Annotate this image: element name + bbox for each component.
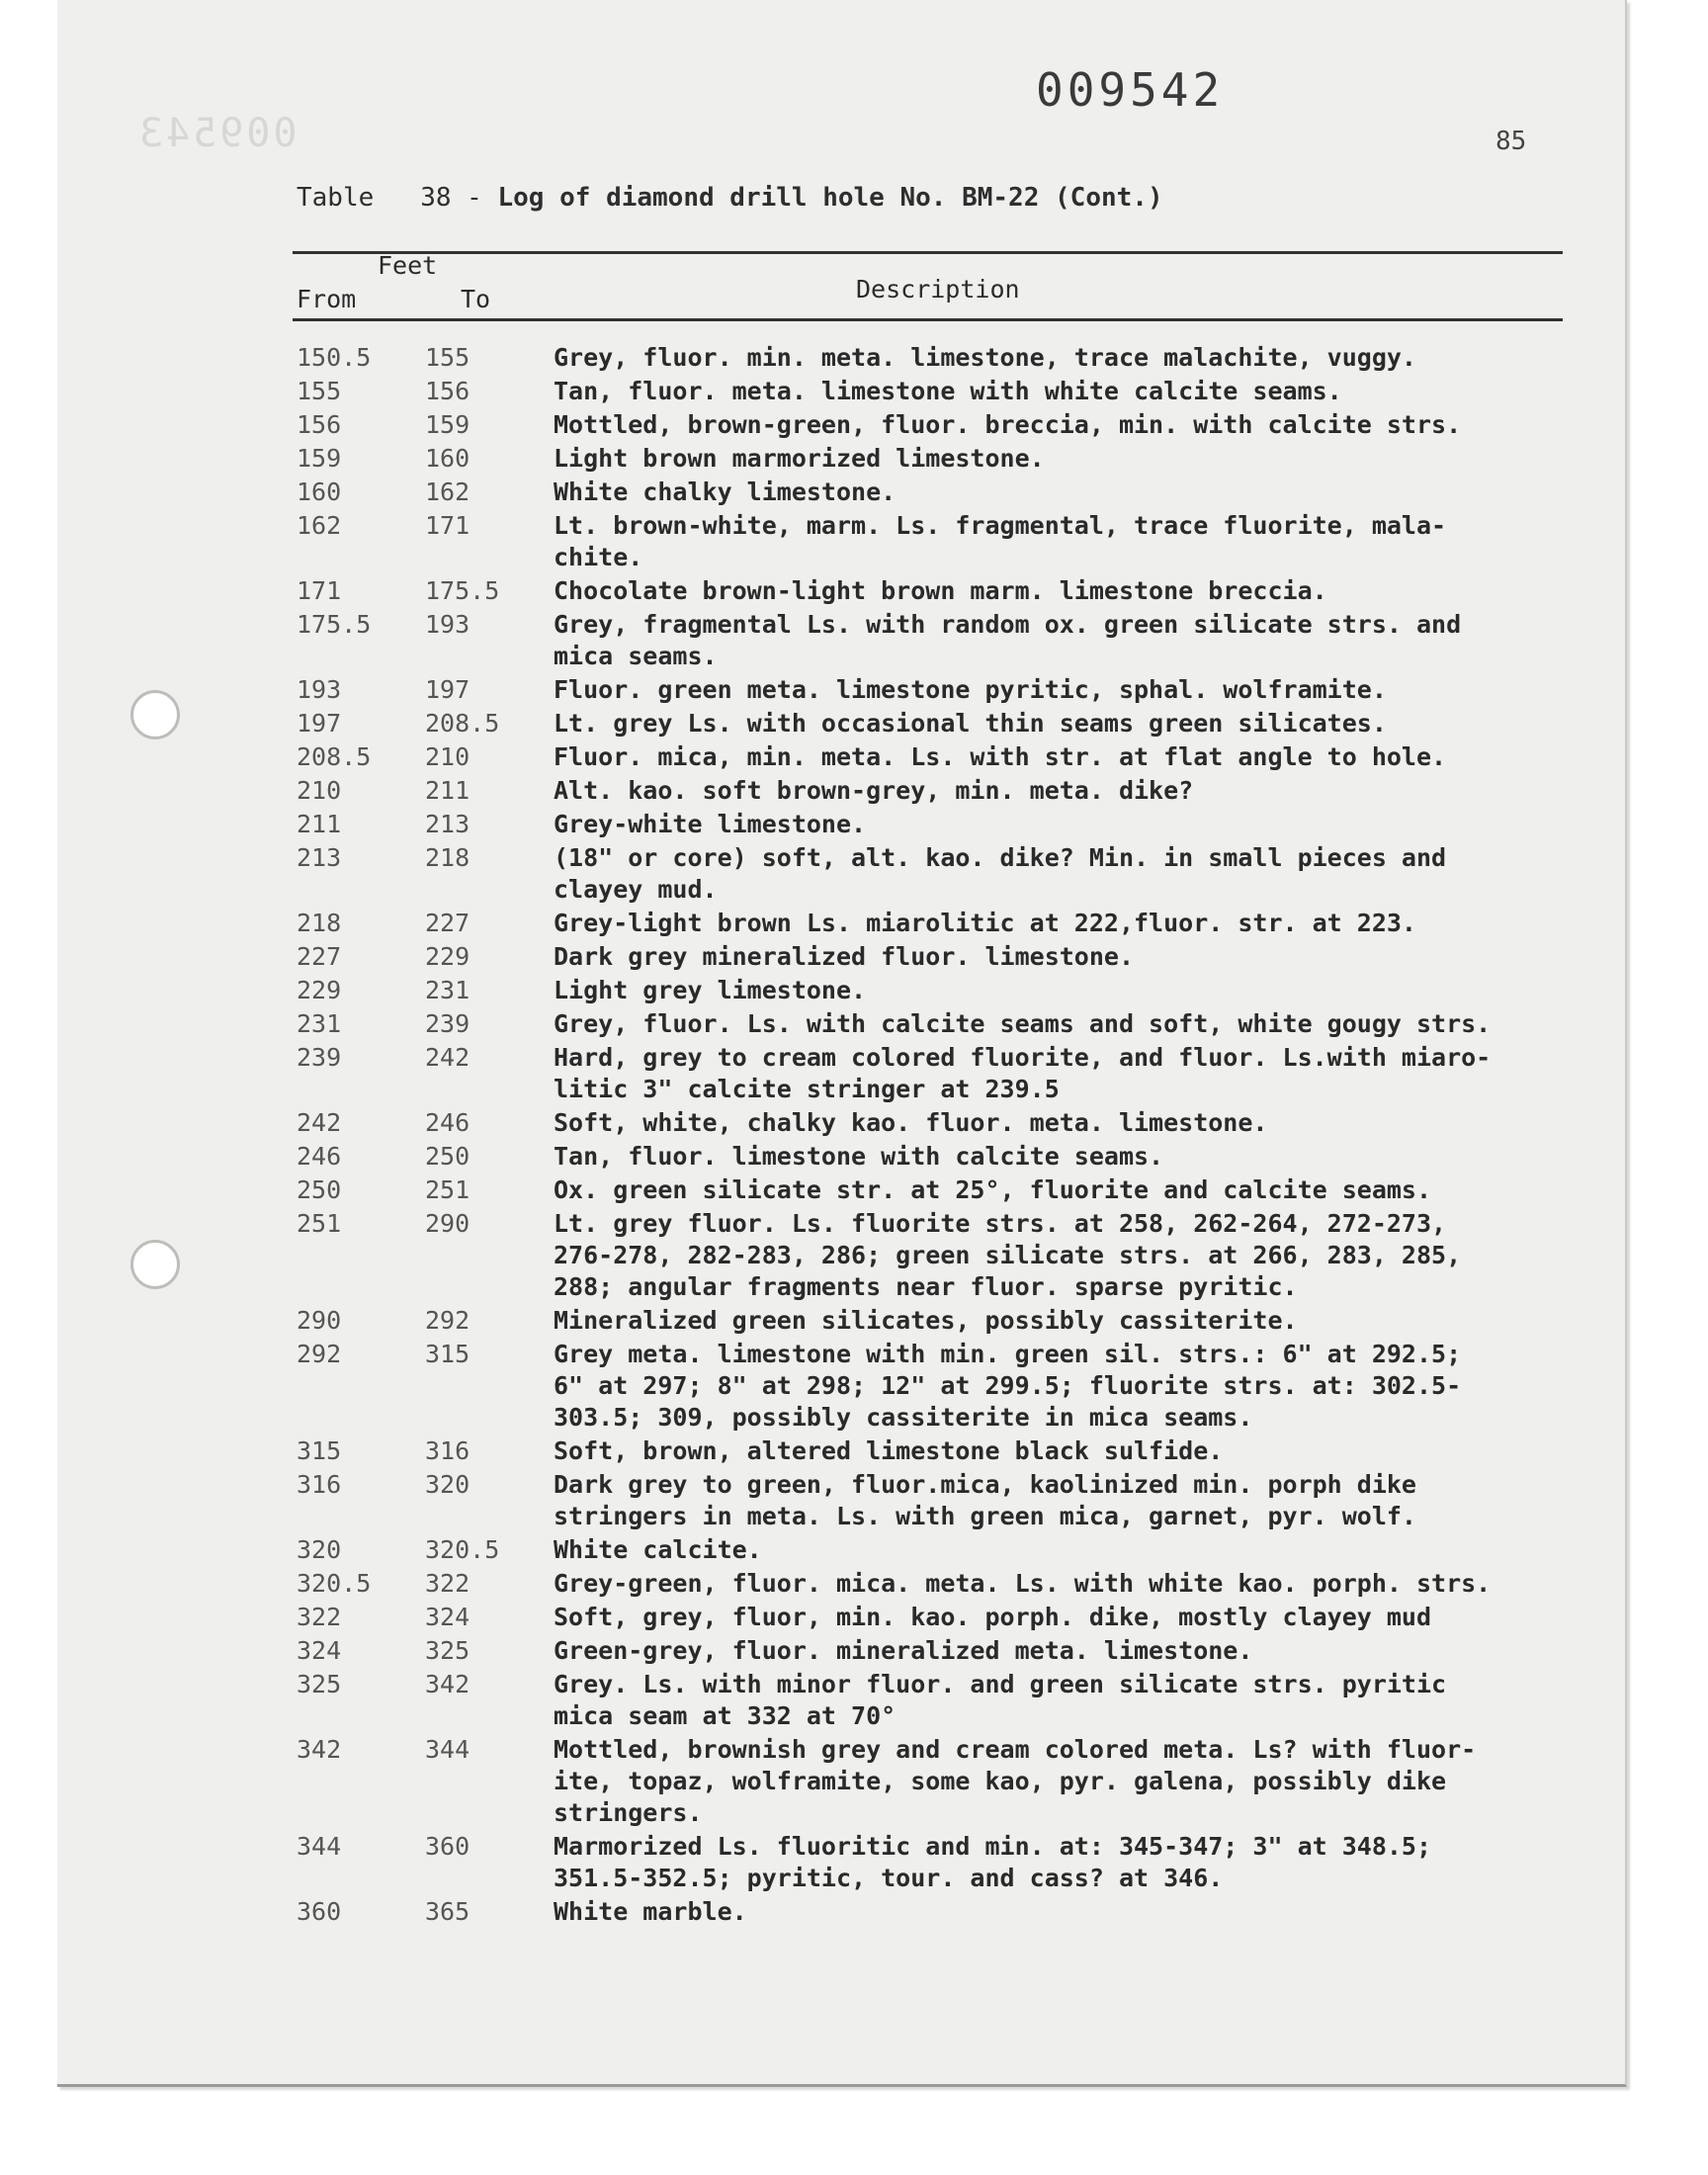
table-row: [297, 342, 1611, 374]
cell-from: 292: [297, 1340, 342, 1368]
cell-from: 251: [297, 1209, 342, 1238]
table-row: [297, 1831, 1611, 1894]
cell-from: 320: [297, 1535, 342, 1564]
cell-to: 290: [425, 1209, 470, 1238]
cell-description: Fluor. green meta. limestone pyritic, sphal. wolframite.: [554, 675, 1387, 704]
cell-description: Fluor. mica, min. meta. Ls. with str. at flat angle to hole.: [554, 742, 1447, 771]
cell-description: Grey-green, fluor. mica. meta. Ls. with white kao. porph. strs.: [554, 1569, 1492, 1598]
table-row: [297, 908, 1611, 939]
cell-from: 344: [297, 1832, 342, 1861]
table-row: [297, 1602, 1611, 1633]
cell-description: Tan, fluor. limestone with calcite seams.: [554, 1142, 1164, 1171]
cell-from: 159: [297, 444, 342, 473]
table-row: [297, 1107, 1611, 1139]
table-row: [297, 842, 1611, 906]
table-row: [297, 376, 1611, 407]
cell-to: 210: [425, 742, 470, 771]
table-row: [297, 741, 1611, 773]
cell-from: 150.5: [297, 343, 372, 372]
cell-description: Light brown marmorized limestone.: [554, 444, 1045, 473]
table-row: [297, 1469, 1611, 1532]
cell-description: White calcite.: [554, 1535, 762, 1564]
cell-description: Soft, white, chalky kao. fluor. meta. limestone.: [554, 1108, 1268, 1137]
cell-from: 160: [297, 478, 342, 506]
cell-to: 160: [425, 444, 470, 473]
cell-description: Marmorized Ls. fluoritic and min. at: 345-347; 3" at 348.5; 351.5-352.5; pyritic, tour. and cass? at 346.: [554, 1832, 1432, 1892]
table-top-rule: [293, 251, 1563, 254]
cell-from: 242: [297, 1108, 342, 1137]
table-row: [297, 1174, 1611, 1206]
cell-to: 171: [425, 511, 470, 540]
cell-to: 316: [425, 1436, 470, 1465]
cell-to: 344: [425, 1735, 470, 1764]
table-row: [297, 1669, 1611, 1732]
cell-to: 322: [425, 1569, 470, 1598]
cell-from: 315: [297, 1436, 342, 1465]
cell-description: Grey, fluor. min. meta. limestone, trace malachite, vuggy.: [554, 343, 1416, 372]
cell-from: 227: [297, 942, 342, 971]
cell-to: 211: [425, 776, 470, 805]
cell-description: Lt. grey fluor. Ls. fluorite strs. at 258, 262-264, 272-273, 276-278, 282-283, 286; green silicate strs. at 266, 283, 285, 288; angular fragments near fluor. sparse pyritic.: [554, 1209, 1462, 1301]
stamp-number: 009542: [1036, 63, 1225, 117]
cell-from: 213: [297, 843, 342, 872]
table-row: [297, 443, 1611, 475]
table-row: [297, 1141, 1611, 1173]
cell-description: Mottled, brownish grey and cream colored meta. Ls? with fluor- ite, topaz, wolframite, some kao, pyr. galena, possibly dike stringers.: [554, 1735, 1477, 1827]
cell-from: 320.5: [297, 1569, 372, 1598]
drill-log-rows: [297, 342, 1611, 1930]
cell-from: 231: [297, 1009, 342, 1038]
cell-from: 342: [297, 1735, 342, 1764]
cell-description: Alt. kao. soft brown-grey, min. meta. dike?: [554, 776, 1194, 805]
cell-from: 193: [297, 675, 342, 704]
cell-description: White marble.: [554, 1897, 747, 1926]
cell-from: 324: [297, 1636, 342, 1665]
table-row: [297, 1534, 1611, 1566]
table-row: [297, 1896, 1611, 1928]
table-row: [297, 1042, 1611, 1105]
cell-from: 246: [297, 1142, 342, 1171]
table-row: [297, 1734, 1611, 1829]
cell-description: Lt. brown-white, marm. Ls. fragmental, trace fluorite, mala- chite.: [554, 511, 1447, 571]
cell-description: Lt. grey Ls. with occasional thin seams green silicates.: [554, 709, 1387, 738]
cell-to: 320.5: [425, 1535, 500, 1564]
cell-to: 231: [425, 976, 470, 1004]
cell-to: 365: [425, 1897, 470, 1926]
punch-hole-bottom: [130, 1240, 180, 1289]
cell-description: Grey-white limestone.: [554, 810, 867, 838]
page-number: 85: [1495, 127, 1527, 156]
cell-description: Grey meta. limestone with min. green sil. strs.: 6" at 292.5; 6" at 297; 8" at 298; 12" at 299.5; fluorite strs. at: 302.5- 303.5; 309, possibly cassiterite in mica seams.: [554, 1340, 1462, 1432]
header-description: Description: [856, 275, 1020, 304]
table-row: [297, 1568, 1611, 1600]
table-row: [297, 1008, 1611, 1040]
cell-to: 193: [425, 610, 470, 639]
table-row: [297, 1208, 1611, 1303]
cell-to: 242: [425, 1043, 470, 1072]
cell-to: 251: [425, 1175, 470, 1204]
cell-description: Dark grey to green, fluor.mica, kaolinized min. porph dike stringers in meta. Ls. with green mica, garnet, pyr. wolf.: [554, 1470, 1416, 1530]
cell-to: 208.5: [425, 709, 500, 738]
table-title-main: Log of diamond drill hole No. BM-22 (Cont.): [497, 183, 1163, 213]
cell-from: 171: [297, 576, 342, 605]
cell-description: Light grey limestone.: [554, 976, 867, 1004]
cell-to: 229: [425, 942, 470, 971]
cell-description: Chocolate brown-light brown marm. limestone breccia.: [554, 576, 1327, 605]
cell-description: Mineralized green silicates, possibly cassiterite.: [554, 1306, 1298, 1335]
cell-from: 322: [297, 1603, 342, 1631]
cell-to: 159: [425, 410, 470, 439]
cell-from: 197: [297, 709, 342, 738]
cell-from: 210: [297, 776, 342, 805]
cell-to: 239: [425, 1009, 470, 1038]
cell-from: 316: [297, 1470, 342, 1499]
header-to: To: [461, 285, 491, 313]
table-row: [297, 575, 1611, 607]
table-title-prefix: Table 38 -: [297, 183, 498, 213]
table-row: [297, 1436, 1611, 1467]
cell-from: 290: [297, 1306, 342, 1335]
table-row: [297, 1305, 1611, 1337]
table-row: [297, 510, 1611, 573]
cell-description: Green-grey, fluor. mineralized meta. limestone.: [554, 1636, 1253, 1665]
punch-hole-top: [130, 690, 180, 740]
header-from: From: [297, 285, 357, 313]
cell-to: 213: [425, 810, 470, 838]
cell-from: 156: [297, 410, 342, 439]
cell-description: Soft, brown, altered limestone black sulfide.: [554, 1436, 1224, 1465]
cell-to: 325: [425, 1636, 470, 1665]
cell-to: 315: [425, 1340, 470, 1368]
cell-to: 197: [425, 675, 470, 704]
cell-to: 320: [425, 1470, 470, 1499]
cell-description: Grey, fragmental Ls. with random ox. green silicate strs. and mica seams.: [554, 610, 1462, 670]
cell-description: Grey-light brown Ls. miarolitic at 222,fluor. str. at 223.: [554, 909, 1416, 937]
cell-description: Grey, fluor. Ls. with calcite seams and soft, white gougy strs.: [554, 1009, 1492, 1038]
cell-description: Ox. green silicate str. at 25°, fluorite and calcite seams.: [554, 1175, 1432, 1204]
cell-to: 218: [425, 843, 470, 872]
cell-description: Grey. Ls. with minor fluor. and green silicate strs. pyritic mica seam at 332 at 70°: [554, 1670, 1447, 1730]
cell-from: 208.5: [297, 742, 372, 771]
table-header-rule: [293, 318, 1563, 321]
cell-to: 156: [425, 377, 470, 405]
cell-to: 360: [425, 1832, 470, 1861]
cell-from: 250: [297, 1175, 342, 1204]
cell-from: 360: [297, 1897, 342, 1926]
cell-from: 325: [297, 1670, 342, 1698]
table-row: [297, 975, 1611, 1006]
cell-description: White chalky limestone.: [554, 478, 897, 506]
table-row: [297, 674, 1611, 706]
table-row: [297, 809, 1611, 840]
ghost-page-number: 009543: [136, 111, 298, 156]
cell-to: 324: [425, 1603, 470, 1631]
table-row: [297, 477, 1611, 508]
cell-description: Hard, grey to cream colored fluorite, and fluor. Ls.with miaro- litic 3" calcite stringer at 239.5: [554, 1043, 1492, 1103]
cell-from: 211: [297, 810, 342, 838]
table-row: [297, 775, 1611, 807]
cell-to: 246: [425, 1108, 470, 1137]
cell-description: Soft, grey, fluor, min. kao. porph. dike, mostly clayey mud: [554, 1603, 1432, 1631]
cell-to: 250: [425, 1142, 470, 1171]
cell-description: (18" or core) soft, alt. kao. dike? Min. in small pieces and clayey mud.: [554, 843, 1447, 904]
cell-to: 155: [425, 343, 470, 372]
cell-to: 175.5: [425, 576, 500, 605]
table-row: [297, 708, 1611, 740]
table-row: [297, 609, 1611, 672]
cell-from: 162: [297, 511, 342, 540]
table-title: [297, 183, 1163, 213]
cell-description: Dark grey mineralized fluor. limestone.: [554, 942, 1134, 971]
cell-description: Tan, fluor. meta. limestone with white calcite seams.: [554, 377, 1342, 405]
cell-from: 218: [297, 909, 342, 937]
cell-from: 155: [297, 377, 342, 405]
cell-from: 239: [297, 1043, 342, 1072]
header-feet: Feet: [378, 251, 438, 280]
table-row: [297, 1339, 1611, 1434]
cell-to: 162: [425, 478, 470, 506]
table-row: [297, 409, 1611, 441]
cell-description: Mottled, brown-green, fluor. breccia, min. with calcite strs.: [554, 410, 1462, 439]
cell-to: 292: [425, 1306, 470, 1335]
cell-from: 175.5: [297, 610, 372, 639]
cell-to: 342: [425, 1670, 470, 1698]
cell-from: 229: [297, 976, 342, 1004]
cell-to: 227: [425, 909, 470, 937]
table-row: [297, 941, 1611, 973]
table-row: [297, 1635, 1611, 1667]
